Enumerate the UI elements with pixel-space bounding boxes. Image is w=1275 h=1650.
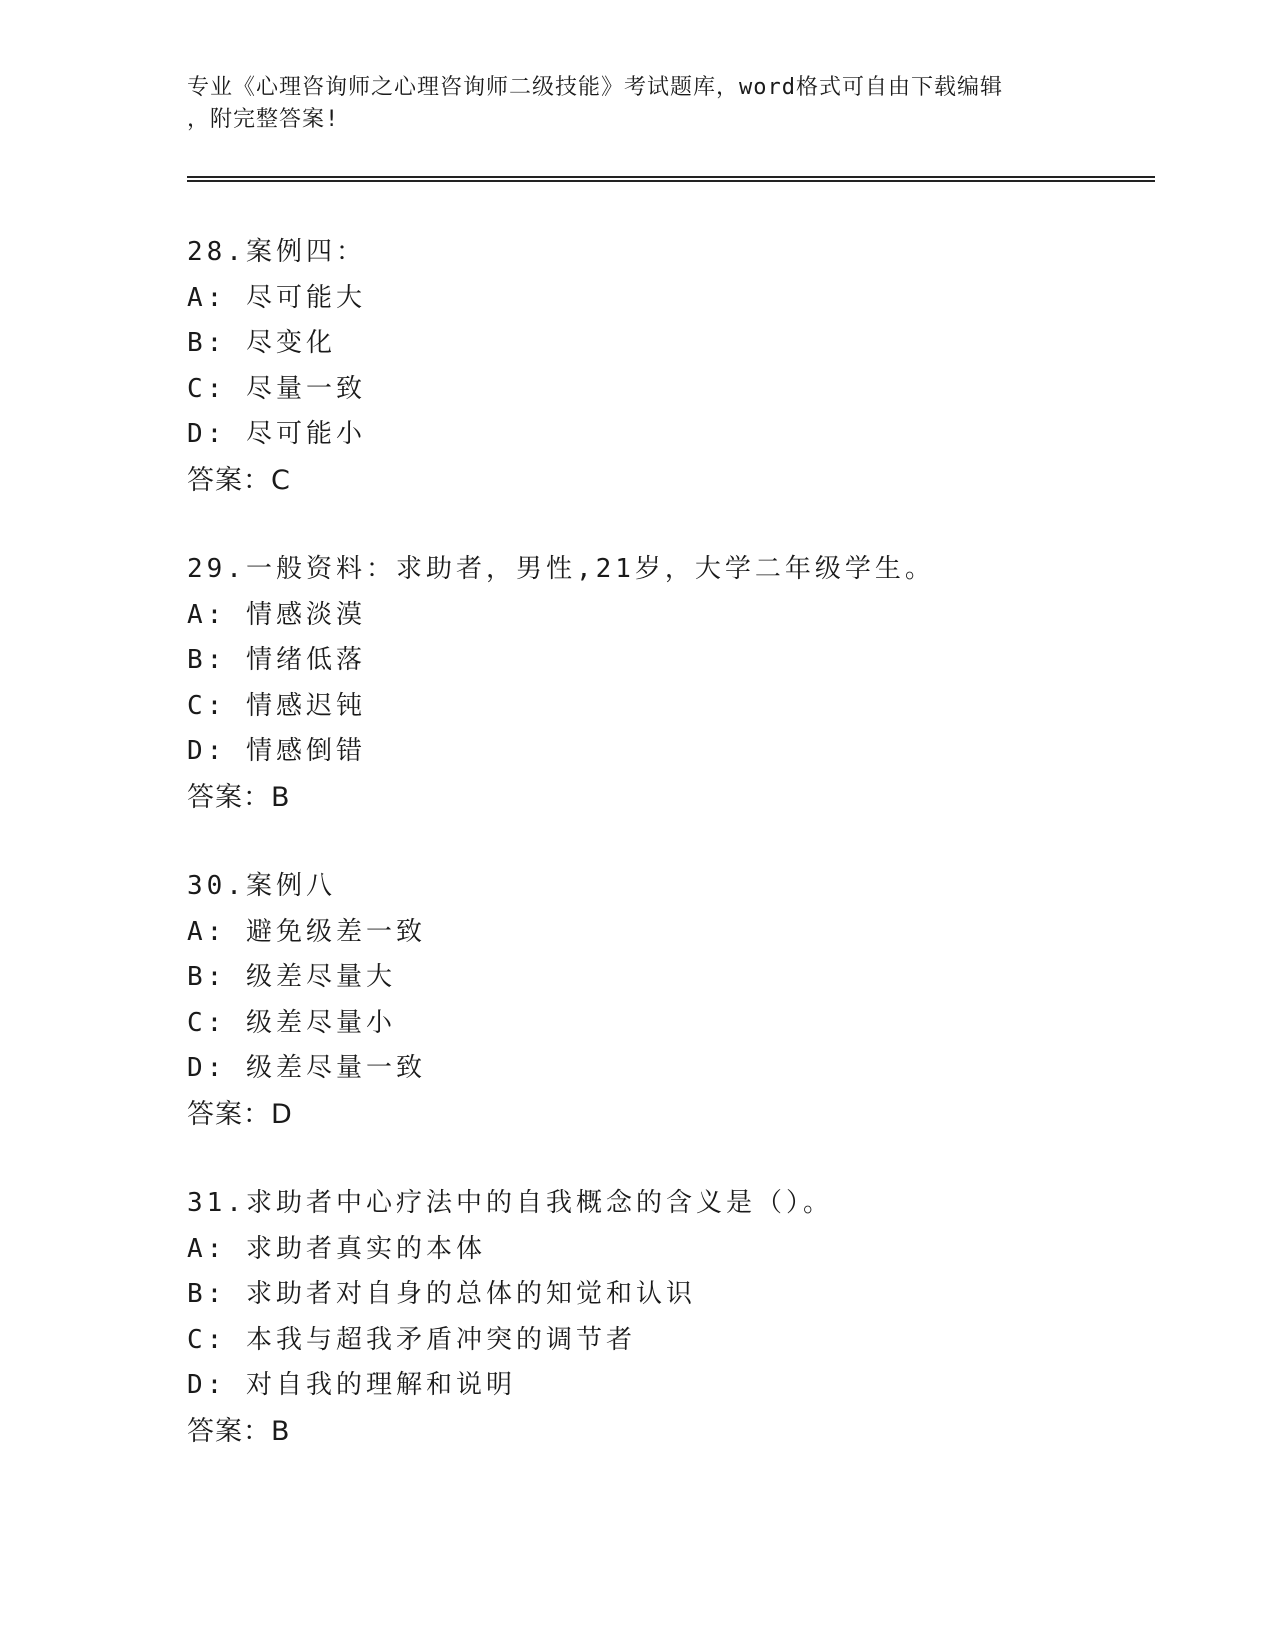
header-line-1: 专业《心理咨询师之心理咨询师二级技能》考试题库，word格式可自由下载编辑	[187, 75, 1003, 100]
option-d: D: 级差尽量一致	[187, 1053, 426, 1083]
header-divider	[187, 176, 1155, 182]
document-header	[187, 72, 1077, 136]
option-d: D: 情感倒错	[187, 736, 366, 766]
question-31	[187, 1181, 1147, 1454]
question-stem: 28.案例四：	[187, 237, 366, 267]
option-b: B: 级差尽量大	[187, 962, 396, 992]
answer-label: 答案：B	[187, 1415, 291, 1447]
option-b: B: 情绪低落	[187, 645, 366, 675]
question-30	[187, 864, 1147, 1137]
answer-label: 答案：B	[187, 781, 291, 813]
option-b: B: 求助者对自身的总体的知觉和认识	[187, 1279, 696, 1309]
option-a: A: 避免级差一致	[187, 916, 426, 947]
question-stem: 30.案例八	[187, 871, 336, 901]
option-c: C: 级差尽量小	[187, 1007, 396, 1038]
option-c: C: 情感迟钝	[187, 690, 366, 721]
option-c: C: 尽量一致	[187, 373, 366, 404]
option-b: B: 尽变化	[187, 328, 336, 358]
answer-label: 答案：C	[187, 464, 291, 496]
question-stem: 31.求助者中心疗法中的自我概念的含义是（）。	[187, 1188, 833, 1218]
question-stem: 29.一般资料：求助者，男性,21岁，大学二年级学生。	[187, 554, 935, 584]
answer-label: 答案：D	[187, 1098, 293, 1130]
option-a: A: 尽可能大	[187, 282, 366, 313]
option-a: A: 情感淡漠	[187, 599, 366, 630]
option-c: C: 本我与超我矛盾冲突的调节者	[187, 1324, 636, 1355]
header-line-2: ，附完整答案!	[187, 107, 340, 132]
question-28	[187, 230, 1147, 503]
option-d: D: 对自我的理解和说明	[187, 1370, 516, 1400]
option-d: D: 尽可能小	[187, 419, 366, 449]
question-29	[187, 547, 1147, 820]
option-a: A: 求助者真实的本体	[187, 1233, 486, 1264]
